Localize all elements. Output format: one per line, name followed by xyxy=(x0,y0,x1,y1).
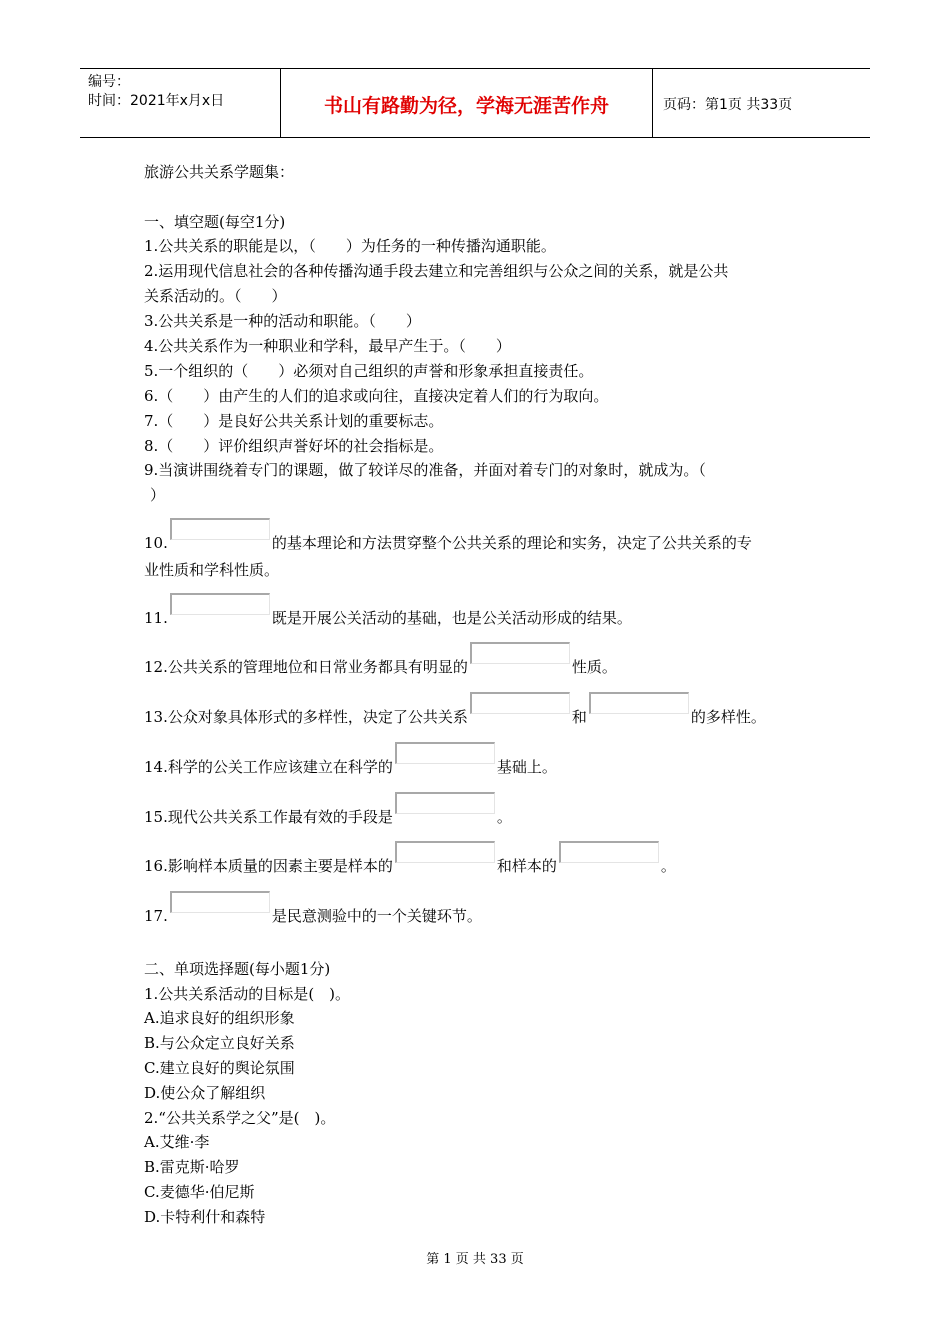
mc-option: B.雷克斯·哈罗 xyxy=(144,1158,240,1176)
question-1: 1.公共关系的职能是以，（ ）为任务的一种传播沟通职能。 xyxy=(144,237,556,255)
mc-option: D.使公众了解组织 xyxy=(144,1084,266,1102)
question-number: 17. xyxy=(144,907,168,925)
question-text: 12.公共关系的管理地位和日常业务都具有明显的 xyxy=(144,658,468,676)
answer-blank[interactable] xyxy=(170,593,270,615)
question-9-line2: ） xyxy=(150,486,166,504)
mc-option: B.与公众定立良好关系 xyxy=(144,1034,295,1052)
doc-title: 旅游公共关系学题集： xyxy=(144,163,295,181)
mc-question-1: 1.公共关系活动的目标是( )。 xyxy=(144,985,351,1003)
answer-blank[interactable] xyxy=(395,742,495,764)
question-text: 。 xyxy=(496,808,512,826)
question-text: 14.科学的公关工作应该建立在科学的 xyxy=(144,758,393,776)
header-meta xyxy=(80,69,281,137)
answer-blank[interactable] xyxy=(170,518,270,540)
question-9-line1: 9.当演讲围绕着专门的课题，做了较详尽的准备，并面对着专门的对象时，就成为。（ xyxy=(144,461,706,479)
question-2-line2: 关系活动的。（ ） xyxy=(144,287,287,305)
page-info: 页码：第1页 共33页 xyxy=(663,97,793,113)
question-17 xyxy=(144,891,482,926)
question-text: 13.公众对象具体形式的多样性，决定了公共关系 xyxy=(144,708,468,726)
question-text: 。 xyxy=(660,857,676,875)
question-10 xyxy=(144,518,752,553)
question-text: 和 xyxy=(571,708,587,726)
header-page-cell xyxy=(653,69,870,137)
question-text: 既是开展公关活动的基础，也是公关活动形成的结果。 xyxy=(271,609,632,627)
answer-blank[interactable] xyxy=(395,792,495,814)
answer-blank[interactable] xyxy=(170,891,270,913)
page-header xyxy=(80,68,870,138)
question-10-line2: 业性质和学科性质。 xyxy=(144,561,280,579)
answer-blank[interactable] xyxy=(559,841,659,863)
mc-question-2: 2.“公共关系学之父”是( )。 xyxy=(144,1109,336,1127)
question-number: 11. xyxy=(144,609,168,627)
section2-heading: 二、单项选择题(每小题1分) xyxy=(144,960,331,978)
question-3: 3.公共关系是一种的活动和职能。（ ） xyxy=(144,312,421,330)
question-7: 7.（ ）是良好公共关系计划的重要标志。 xyxy=(144,412,444,430)
number-label: 编号： xyxy=(88,74,130,90)
question-11 xyxy=(144,593,632,628)
mc-option: C.麦德华·伯尼斯 xyxy=(144,1183,255,1201)
mc-option: D.卡特利什和森特 xyxy=(144,1208,266,1226)
question-text: 和样本的 xyxy=(496,857,557,875)
page-footer: 第 1 页 共 33 页 xyxy=(426,1252,524,1267)
question-text: 性质。 xyxy=(571,658,617,676)
motto: 书山有路勤为径，学海无涯苦作舟 xyxy=(323,95,609,117)
question-8: 8.（ ）评价组织声誉好坏的社会指标是。 xyxy=(144,437,444,455)
question-13 xyxy=(144,692,766,727)
question-14 xyxy=(144,742,557,777)
date-label: 时间：2021年x月x日 xyxy=(88,93,225,109)
header-motto-cell xyxy=(281,69,653,137)
question-12 xyxy=(144,642,617,677)
answer-blank[interactable] xyxy=(470,642,570,664)
mc-option: A.艾维·李 xyxy=(144,1133,210,1151)
question-15 xyxy=(144,792,512,827)
question-16 xyxy=(144,841,676,876)
question-text: 16.影响样本质量的因素主要是样本的 xyxy=(144,857,393,875)
answer-blank[interactable] xyxy=(470,692,570,714)
question-text: 的多样性。 xyxy=(690,708,766,726)
question-text: 基础上。 xyxy=(496,758,557,776)
question-2-line1: 2.运用现代信息社会的各种传播沟通手段去建立和完善组织与公众之间的关系，就是公共 xyxy=(144,262,729,280)
question-4: 4.公共关系作为一种职业和学科，最早产生于。（ ） xyxy=(144,337,511,355)
question-text: 的基本理论和方法贯穿整个公共关系的理论和实务，决定了公共关系的专 xyxy=(271,534,752,552)
answer-blank[interactable] xyxy=(395,841,495,863)
question-5: 5.一个组织的（ ）必须对自己组织的声誉和形象承担直接责任。 xyxy=(144,362,594,380)
question-6: 6.（ ）由产生的人们的追求或向往，直接决定着人们的行为取向。 xyxy=(144,387,609,405)
answer-blank[interactable] xyxy=(589,692,689,714)
question-text: 是民意测验中的一个关键环节。 xyxy=(271,907,482,925)
question-text: 15.现代公共关系工作最有效的手段是 xyxy=(144,808,393,826)
question-number: 10. xyxy=(144,534,168,552)
mc-option: C.建立良好的舆论氛围 xyxy=(144,1059,295,1077)
mc-option: A.追求良好的组织形象 xyxy=(144,1009,295,1027)
section1-heading: 一、填空题(每空1分) xyxy=(144,213,286,231)
